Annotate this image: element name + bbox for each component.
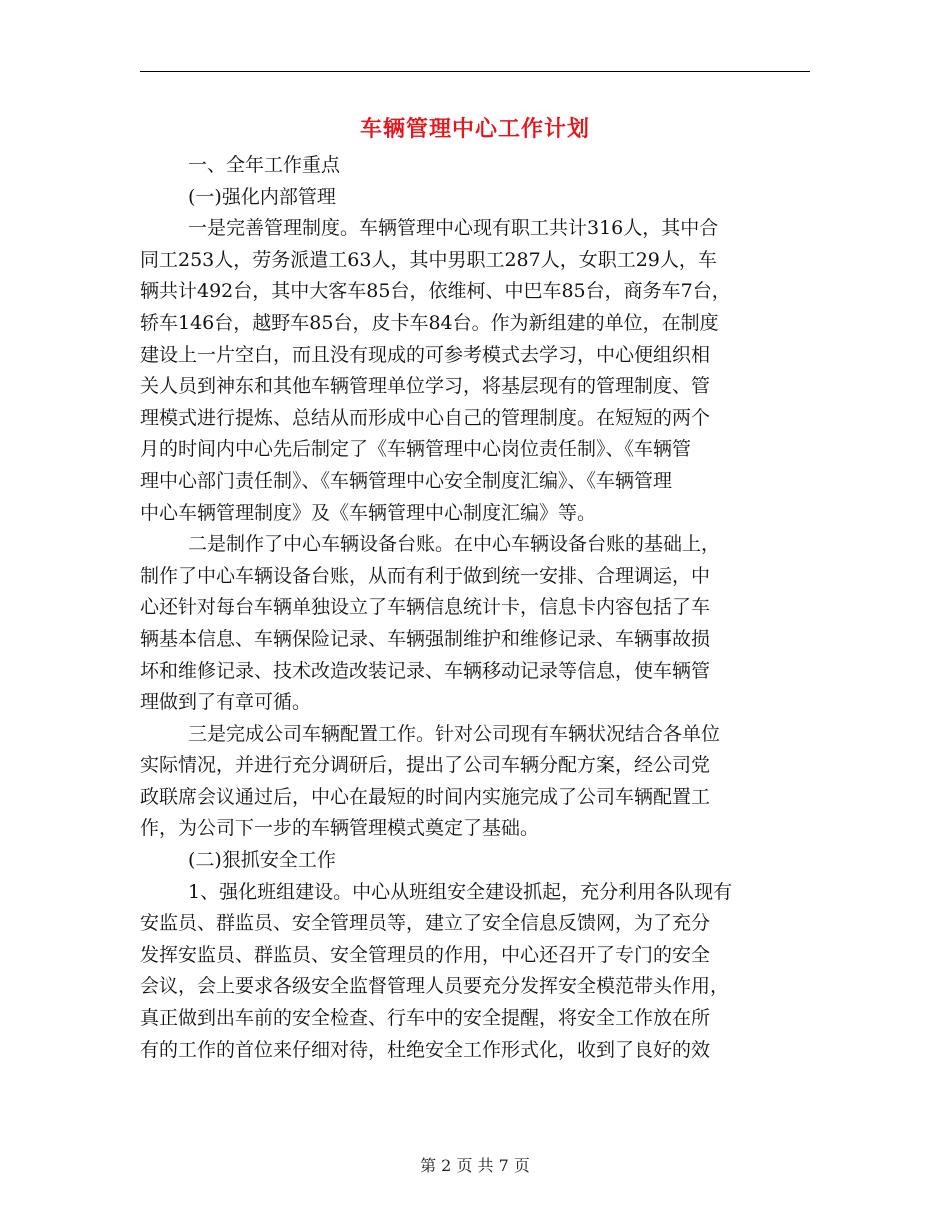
- text-line: 中心车辆管理制度》及《车辆管理中心制度汇编》等。: [140, 501, 597, 524]
- text-line: 会议，会上要求各级安全监督管理人员要充分发挥安全模范带头作用，: [140, 975, 730, 998]
- page-footer: 第 2 页 共 7 页: [420, 1156, 530, 1175]
- text-line: 一是完善管理制度。车辆管理中心现有职工共计316人，其中合: [188, 217, 719, 240]
- text-line: 二是制作了中心车辆设备台账。在中心车辆设备台账的基础上，: [188, 533, 721, 556]
- text-line: 理模式进行提炼、总结从而形成中心自己的管理制度。在短短的两个: [140, 406, 711, 429]
- text-line: 实际情况，并进行充分调研后，提出了公司车辆分配方案，经公司党: [140, 754, 711, 777]
- text-line: 作，为公司下一步的车辆管理模式奠定了基础。: [140, 817, 540, 840]
- text-line: 三是完成公司车辆配置工作。针对公司现有车辆状况结合各单位: [188, 722, 721, 745]
- text-line: 建设上一片空白，而且没有现成的可参考模式去学习，中心便组织相: [140, 343, 711, 366]
- text-line: 真正做到出车前的安全检查、行车中的安全提醒，将安全工作放在所: [140, 1007, 711, 1030]
- document-title: 车辆管理中心工作计划: [359, 117, 590, 142]
- text-line: (一)强化内部管理: [188, 185, 336, 208]
- text-line: 理做到了有章可循。: [140, 691, 312, 714]
- text-line: 一、全年工作重点: [188, 154, 341, 176]
- text-line: 发挥安监员、群监员、安全管理员的作用，中心还召开了专门的安全: [140, 943, 711, 966]
- document-body: [140, 150, 814, 1066]
- text-line: 理中心部门责任制》、《车辆管理中心安全制度汇编》、《车辆管理: [140, 469, 673, 492]
- text-line: 有的工作的首位来仔细对待，杜绝安全工作形式化，收到了良好的效: [140, 1038, 711, 1061]
- text-line: 辆共计492台，其中大客车85台，依维柯、中巴车85台，商务车7台，: [140, 280, 731, 303]
- text-line: 1、强化班组建设。中心从班组安全建设抓起，充分利用各队现有: [188, 880, 733, 903]
- text-line: 制作了中心车辆设备台账，从而有利于做到统一安排、合理调运，中: [140, 564, 711, 587]
- text-line: 辆基本信息、车辆保险记录、车辆强制维护和维修记录、车辆事故损: [140, 627, 711, 650]
- text-line: 关人员到神东和其他车辆管理单位学习，将基层现有的管理制度、管: [140, 375, 711, 398]
- text-line: (二)狠抓安全工作: [188, 849, 336, 872]
- text-line: 坏和维修记录、技术改造改装记录、车辆移动记录等信息，使车辆管: [140, 659, 711, 682]
- header-rule: [140, 71, 810, 72]
- text-line: 轿车146台，越野车85台，皮卡车84台。作为新组建的单位，在制度: [140, 311, 719, 334]
- text-line: 心还针对每台车辆单独设立了车辆信息统计卡，信息卡内容包括了车: [140, 596, 711, 619]
- text-line: 安监员、群监员、安全管理员等，建立了安全信息反馈网，为了充分: [140, 912, 711, 935]
- text-line: 月的时间内中心先后制定了《车辆管理中心岗位责任制》、《车辆管: [140, 438, 692, 461]
- text-line: 政联席会议通过后，中心在最短的时间内实施完成了公司车辆配置工: [140, 785, 711, 808]
- text-line: 同工253人，劳务派遣工63人，其中男职工287人，女职工29人，车: [140, 248, 717, 271]
